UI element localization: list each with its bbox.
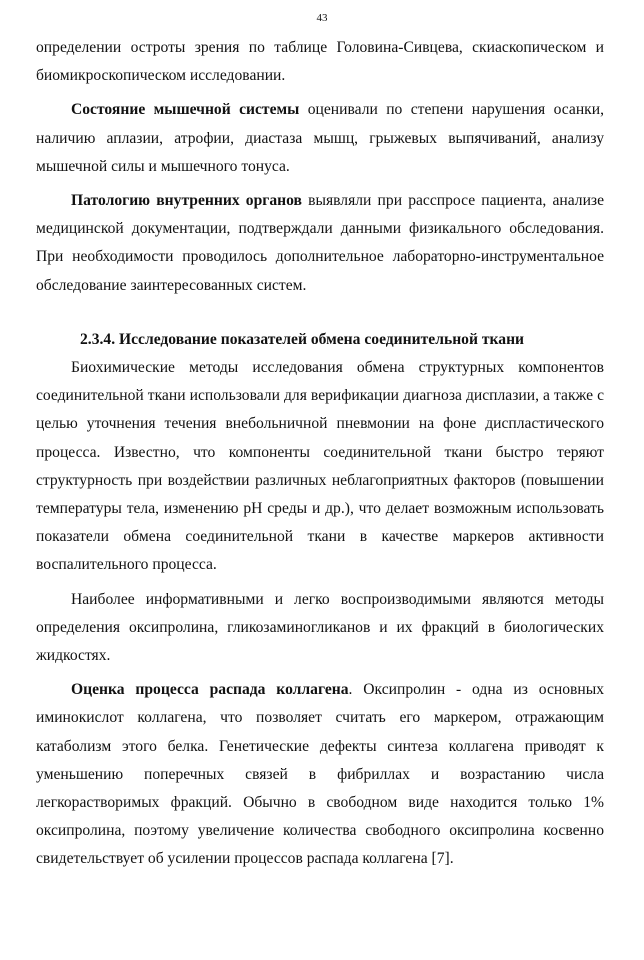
paragraph-collagen <box>36 676 604 873</box>
term-internal-organs: Патологию внутренних органов <box>71 192 302 210</box>
paragraph-informative-methods: Наиболее информативными и легко воспроизводимыми являются методы определения оксипролина, гликозаминогликанов и их фракций в биологических жидкостях. <box>36 590 604 665</box>
paragraph-internal-organs-text: выявляли при расспросе пациента, анализе медицинской документации, подтверждали данными физикального обследования. При необходимости проводилось дополнительное лабораторно-инструментальное обследование заинтересованных систем. <box>36 192 605 294</box>
text-upper <box>36 34 604 300</box>
section-heading: 2.3.4. Исследование показателей обмена соединительной ткани <box>80 331 525 348</box>
paragraph-muscle-system-text: оценивали по степени нарушения осанки, наличию аплазии, атрофии, диастаза мышц, грыжевых выпячиваний, анализу мышечной силы и мышечного тонуса. <box>36 101 604 175</box>
paragraph-muscle-system <box>36 96 604 181</box>
term-collagen-breakdown: Оценка процесса распада коллагена <box>71 681 349 699</box>
paragraph-internal-organs <box>36 187 604 300</box>
text-lower <box>36 354 604 874</box>
page-number: 43 <box>316 12 328 24</box>
paragraph-biochemical-methods: Биохимические методы исследования обмена структурных компонентов соединительной ткани использовали для верификации диагноза дисплазии, а также с целью уточнения течения внебольничной пневмонии на фоне диспластического процесса. Известно, что компоненты соединительной ткани быстро теряют структурность при воздействии различных неблагоприятных факторов (повышении температуры тела, изменению pH среды и др.), что делает возможным использовать показатели обмена соединительной ткани в качестве маркеров активности воспалительного процесса. <box>36 359 604 574</box>
paragraph-vision-exam: определении остроты зрения по таблице Головина-Сивцева, скиаскопическом и биомикроскопическом исследовании. <box>36 39 604 85</box>
term-muscle-system: Состояние мышечной системы <box>71 101 300 119</box>
paragraph-collagen-text: . Оксипролин - одна из основных иминокислот коллагена, что позволяет считать его маркером, отражающим катаболизм этого белка. Генетические дефекты синтеза коллагена приводят к уменьшению поперечных связей в фибриллах и возрастанию числа легкорастворимых фракций. Обычно в свободном виде находится только 1% оксипролина, поэтому увеличение количества свободного оксипролина косвенно свидетельствует об усилении процессов распада коллагена [7]. <box>36 681 604 868</box>
